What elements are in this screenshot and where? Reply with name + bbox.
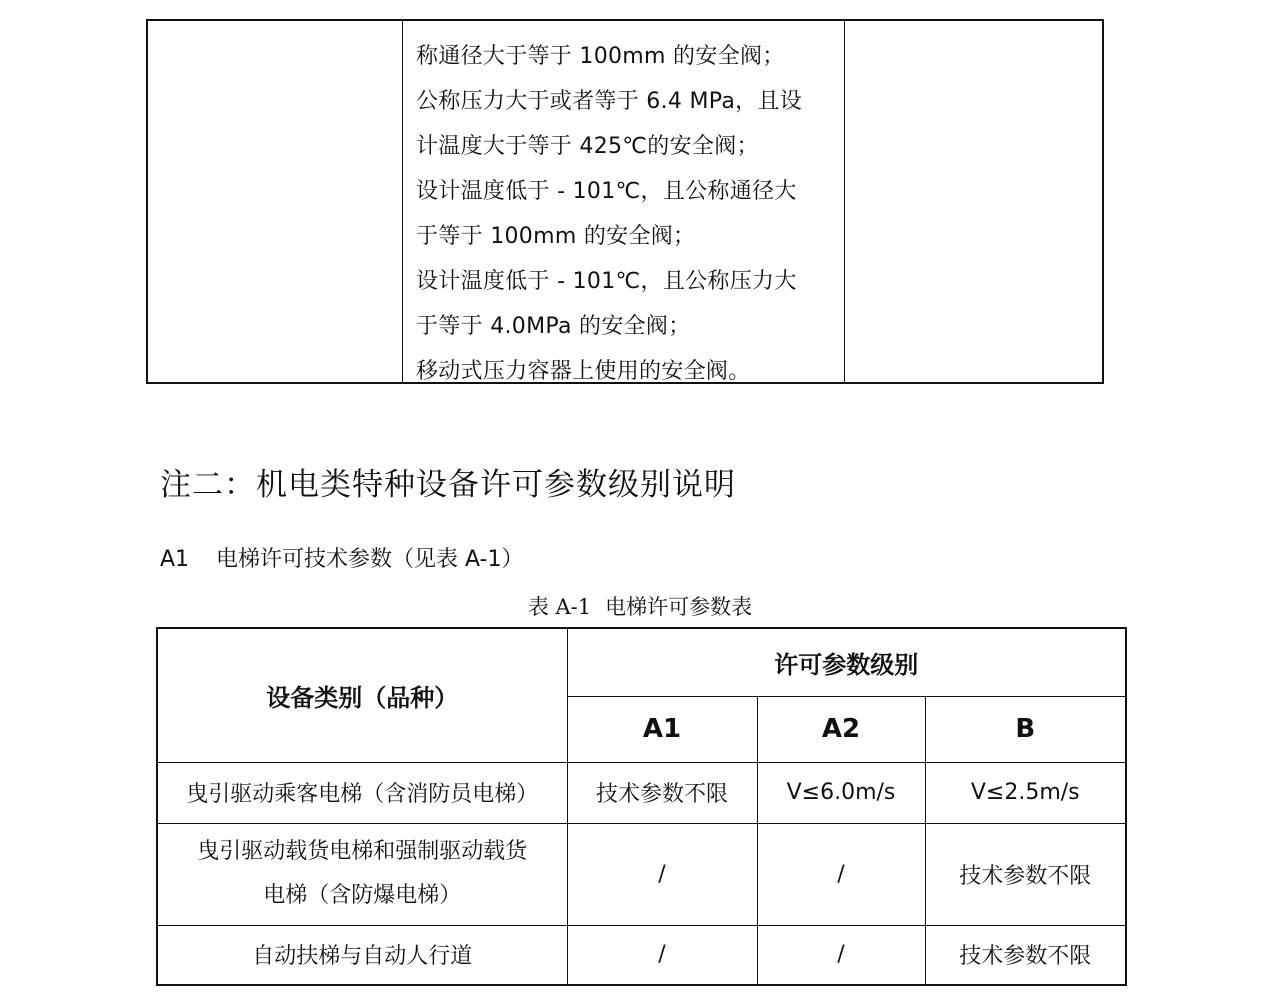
table-row: [157, 762, 1126, 823]
continued-table: [146, 19, 1104, 384]
header-equipment-category: 设备类别（品种）: [157, 628, 567, 762]
elevator-permit-table: [156, 627, 1127, 986]
section-heading: [160, 543, 524, 577]
row-a1-value: /: [567, 925, 757, 985]
grade-b-header: B: [925, 696, 1126, 762]
row-b-value: V≤2.5m/s: [925, 762, 1126, 823]
row-b-value: 技术参数不限: [925, 823, 1126, 925]
valve-condition-line: 于等于 4.0MPa 的安全阀；: [416, 314, 691, 339]
row-category: 自动扶梯与自动人行道: [157, 925, 567, 985]
row-a2-value: /: [757, 925, 925, 985]
row-category: 曳引驱动载货电梯和强制驱动载货 电梯（含防爆电梯）: [157, 823, 567, 925]
section-number: A1: [160, 547, 190, 572]
valve-condition-line: 设计温度低于 - 101℃，且公称通径大: [416, 179, 797, 204]
grade-a2-header: A2: [757, 696, 925, 762]
continued-table-left-cell: [148, 21, 403, 382]
row-category: 曳引驱动乘客电梯（含消防员电梯）: [157, 762, 567, 823]
continued-table-middle-cell: [403, 21, 845, 382]
valve-condition-line: 称通径大于等于 100mm 的安全阀；: [416, 44, 785, 69]
table-caption-id: 表 A-1: [527, 595, 592, 619]
table-row: [157, 925, 1126, 985]
valve-condition-line: 计温度大于等于 425℃的安全阀；: [416, 134, 759, 159]
valve-condition-line: 设计温度低于 - 101℃，且公称压力大: [416, 269, 797, 294]
row-a2-value: V≤6.0m/s: [757, 762, 925, 823]
grade-a1-header: A1: [567, 696, 757, 762]
valve-condition-line: 公称压力大于或者等于 6.4 MPa，且设: [416, 89, 803, 114]
row-a1-value: /: [567, 823, 757, 925]
row-b-value: 技术参数不限: [925, 925, 1126, 985]
table-row: [157, 823, 1126, 925]
note-heading: 注二：机电类特种设备许可参数级别说明: [160, 467, 736, 503]
row-a2-value: /: [757, 823, 925, 925]
table-caption: [0, 590, 1280, 624]
table-caption-title: 电梯许可参数表: [605, 595, 753, 619]
valve-condition-line: 于等于 100mm 的安全阀；: [416, 224, 696, 249]
valve-condition-line: 移动式压力容器上使用的安全阀。: [416, 359, 751, 384]
continued-table-right-cell: [845, 21, 1102, 382]
row-a1-value: 技术参数不限: [567, 762, 757, 823]
section-title: 电梯许可技术参数（见表 A-1）: [216, 547, 524, 572]
header-permit-params: 许可参数级别: [567, 628, 1126, 696]
